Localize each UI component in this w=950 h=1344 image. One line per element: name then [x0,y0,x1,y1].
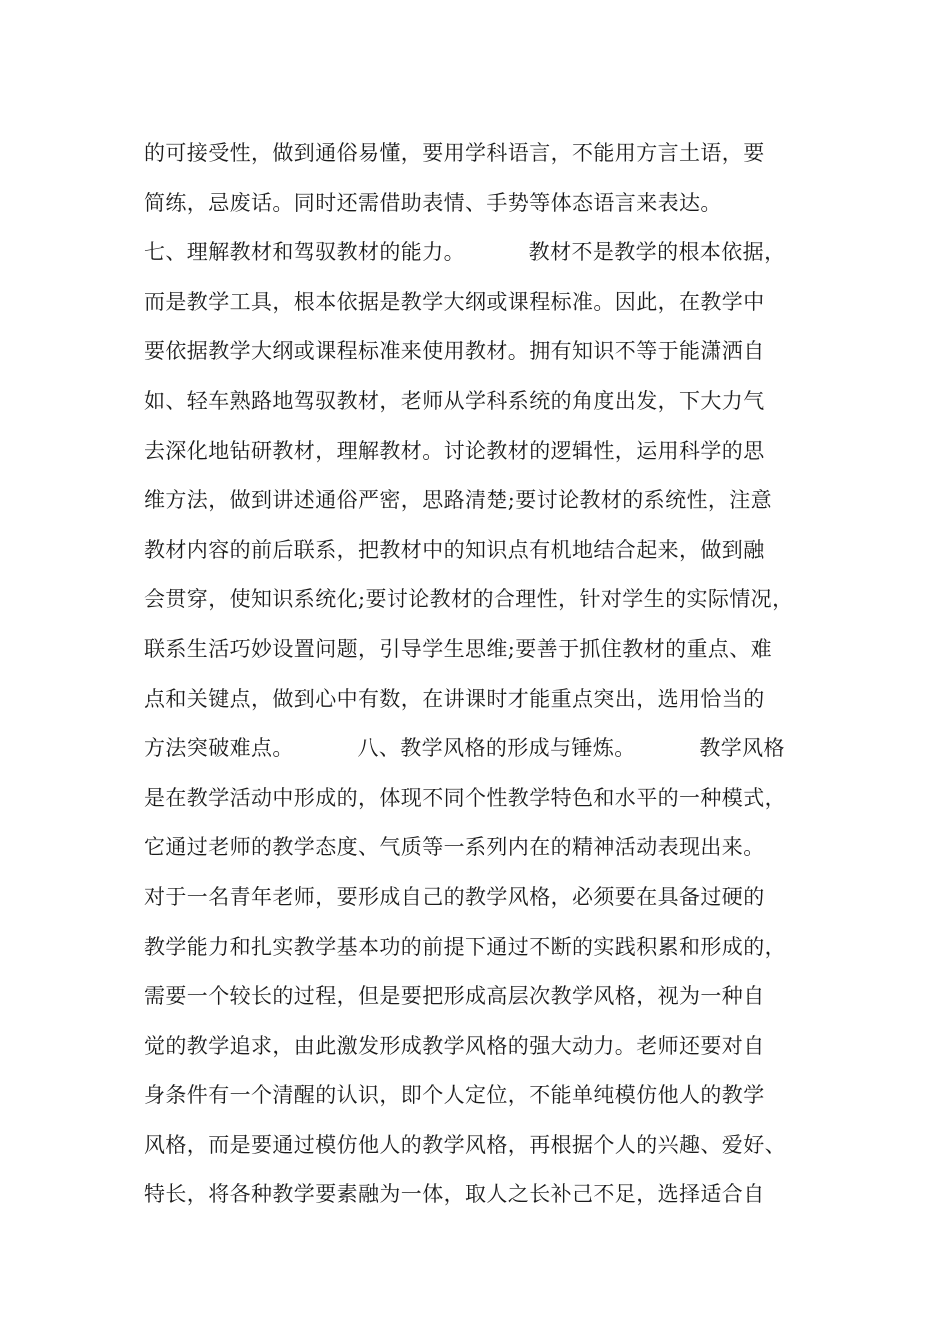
text-line: 需要一个较长的过程，但是要把形成高层次教学风格，视为一种自 [144,984,765,1009]
text-line: 方法突破难点。 八、教学风格的形成与锤炼。 教学风格 [144,736,785,761]
text-line: 而是教学工具，根本依据是教学大纲或课程标准。因此，在教学中 [144,289,765,314]
text-line: 联系生活巧妙设置问题，引导学生思维;要善于抓住教材的重点、难 [144,636,773,661]
text-line: 教材内容的前后联系，把教材中的知识点有机地结合起来，做到融 [144,537,765,562]
text-line: 教学能力和扎实教学基本功的前提下通过不断的实践积累和形成的， [144,934,786,959]
text-line: 七、理解教材和驾驭教材的能力。 教材不是教学的根本依据， [144,240,786,265]
text-line: 要依据教学大纲或课程标准来使用教材。拥有知识不等于能潇洒自 [144,339,765,364]
text-line: 会贯穿，使知识系统化;要讨论教材的合理性，针对学生的实际情况， [144,587,794,612]
text-line: 对于一名青年老师，要形成自己的教学风格，必须要在具备过硬的 [144,884,765,909]
text-line: 的可接受性，做到通俗易懂，要用学科语言，不能用方言土语，要 [144,141,765,165]
text-line: 觉的教学追求，由此激发形成教学风格的强大动力。老师还要对自 [144,1033,765,1058]
text-line: 它通过老师的教学态度、气质等一系列内在的精神活动表现出来。 [144,835,765,860]
text-line: 如、轻车熟路地驾驭教材，老师从学科系统的角度出发，下大力气 [144,388,765,413]
body-text [144,133,824,1224]
text-line: 简练，忌废话。同时还需借助表情、手势等体态语言来表达。 [144,190,722,215]
text-line: 风格，而是要通过模仿他人的教学风格，再根据个人的兴趣、爱好、 [144,1132,786,1157]
text-line: 维方法，做到讲述通俗严密，思路清楚;要讨论教材的系统性，注意 [144,488,773,513]
text-line: 是在教学活动中形成的，体现不同个性教学特色和水平的一种模式， [144,785,786,810]
text-line: 特长，将各种教学要素融为一体，取人之长补己不足，选择适合自 [144,1182,765,1207]
text-line: 去深化地钻研教材，理解教材。讨论教材的逻辑性，运用科学的思 [144,438,765,463]
text-line: 点和关键点，做到心中有数，在讲课时才能重点突出，选用恰当的 [144,686,765,711]
text-line: 身条件有一个清醒的认识，即个人定位，不能单纯模仿他人的教学 [144,1083,765,1108]
